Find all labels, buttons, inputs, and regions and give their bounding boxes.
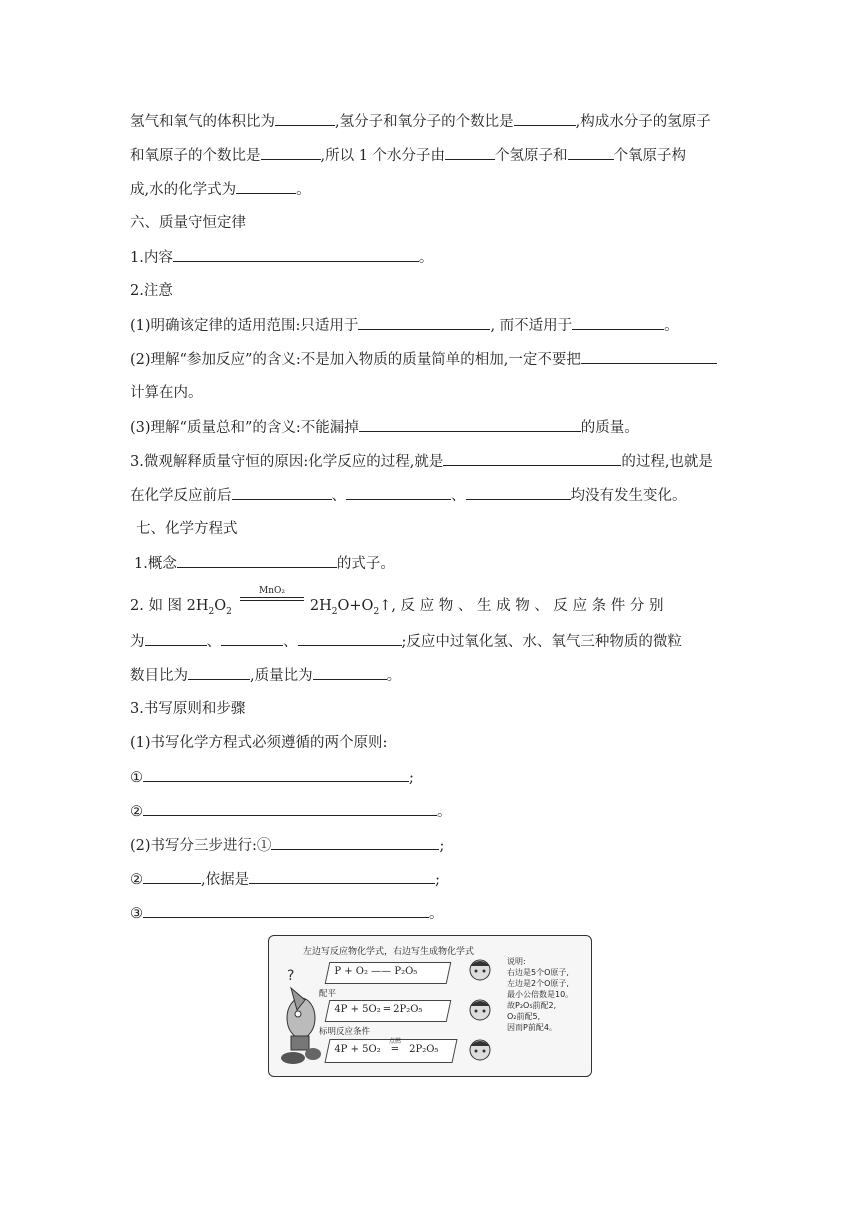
text: 、 [206, 634, 221, 650]
step-label: 配平 [319, 989, 337, 999]
text: , 而不适用于 [490, 318, 573, 334]
text: 为 [130, 634, 145, 650]
text-line [130, 417, 639, 438]
text: (1)明确该定律的适用范围:只适用于 [130, 318, 359, 334]
text: 的式子。 [336, 556, 395, 572]
cartoon-kids-icon [465, 956, 495, 1066]
section-heading: 七、化学方程式 [136, 521, 238, 537]
text: 。 [664, 318, 679, 334]
text: 氢气和氧气的体积比为 [130, 114, 275, 130]
equation-step-1 [325, 962, 452, 984]
blank[interactable] [581, 349, 717, 364]
text: ,构成水分子的氢原子 [575, 114, 711, 130]
equation-text: P + O₂ —— P₂O₅ [334, 966, 418, 977]
text-line [130, 767, 414, 788]
reaction-condition: 点燃 [388, 1038, 401, 1045]
cartoon-character-icon [273, 958, 323, 1070]
text: (2)书写分三步进行:① [130, 838, 272, 854]
text: (2)理解“参加反应”的含义:不是加入物质的质量简单的相加,一定不要把 [130, 352, 581, 368]
text: 数目比为 [130, 668, 188, 684]
text: 和氧原子的个数比是 [130, 148, 261, 164]
blank[interactable] [173, 247, 419, 262]
blank[interactable] [568, 145, 614, 160]
equation-text: 4P + 5O₂ ═ 2P₂O₅ [334, 1004, 423, 1015]
text: 。 [296, 182, 311, 198]
blank[interactable] [145, 631, 207, 646]
blank[interactable] [445, 145, 495, 160]
catalyst-text: MnO₂ [259, 586, 285, 596]
text-line: 2.注意 [130, 283, 173, 299]
blank[interactable] [249, 869, 435, 884]
blank[interactable] [346, 485, 451, 500]
text: ① [130, 770, 143, 786]
blank[interactable] [261, 145, 321, 160]
text: O+O [337, 598, 374, 614]
text: ; [439, 838, 445, 854]
blank[interactable] [514, 111, 576, 126]
text-line [130, 451, 713, 472]
text-line [130, 179, 311, 200]
subscript: 2 [208, 606, 215, 617]
text-line [130, 145, 686, 166]
text: ,依据是 [201, 872, 250, 888]
text: 。 [437, 804, 452, 820]
equation-right: 2P₂O₅ [409, 1044, 439, 1055]
text: 3.微观解释质量守恒的原因:化学反应的过程,就是 [130, 454, 444, 470]
illustration-box [268, 935, 592, 1077]
text-line [130, 315, 679, 336]
note-line: 左边是2个O原子, [507, 979, 569, 988]
equation-right: 2P₂O₅ [393, 1004, 423, 1015]
text-line: (1)书写化学方程式必须遵循的两个原则: [130, 735, 388, 751]
text: 2H [309, 598, 332, 614]
text: 。 [429, 906, 444, 922]
blank[interactable] [298, 631, 402, 646]
equation-step-2 [325, 1000, 452, 1022]
text: 、 [283, 634, 298, 650]
text: 的过程,也就是 [621, 454, 713, 470]
blank[interactable] [275, 111, 335, 126]
svg-text:?: ? [287, 968, 295, 984]
text-line [130, 349, 717, 370]
text: ,氢分子和氧分子的个数比是 [335, 114, 514, 130]
text: ② [130, 872, 143, 888]
subscript: 2 [331, 606, 338, 617]
subscript: 2 [373, 606, 380, 617]
text: ; [435, 872, 440, 888]
text: 。 [418, 250, 434, 266]
text: O [214, 598, 227, 614]
equation-left: 4P + 5O₂ [334, 1004, 381, 1015]
figure-caption: 左边写反应物化学式，右边写生成物化学式 [303, 947, 475, 957]
text: 、 [451, 488, 466, 504]
text: 均没有发生变化。 [570, 488, 687, 504]
text-line [130, 869, 440, 890]
text-line [130, 247, 433, 268]
blank[interactable] [143, 767, 409, 782]
text-line: 计算在内。 [130, 385, 203, 401]
text: ; [409, 770, 414, 786]
blank[interactable] [221, 631, 283, 646]
blank[interactable] [188, 665, 250, 680]
text-line [130, 631, 682, 652]
text: 。 [386, 668, 402, 684]
text: 、 [331, 488, 346, 504]
blank[interactable] [271, 835, 439, 850]
text: 的质量。 [580, 420, 639, 436]
text: ;反应中过氧化氢、水、氧气三种物质的微粒 [401, 634, 682, 650]
text-line [130, 665, 401, 686]
text: 2. 如 图 2H [130, 598, 209, 614]
subscript: 2 [226, 606, 232, 617]
step-label: 标明反应条件 [319, 1027, 371, 1037]
blank[interactable] [143, 903, 429, 918]
text-line [130, 111, 711, 132]
blank[interactable] [177, 553, 337, 568]
blank[interactable] [358, 315, 490, 330]
text: 在化学反应前后 [130, 488, 232, 504]
text-line [130, 596, 663, 622]
blank[interactable] [466, 485, 571, 500]
text-line: 3.书写原则和步骤 [130, 701, 246, 717]
text: ,质量比为 [250, 668, 313, 684]
note-line: 故P₂O₅前配2, [507, 1001, 557, 1010]
blank[interactable] [359, 417, 581, 432]
text: ② [130, 804, 143, 820]
note-line: 右边是5个O原子, [507, 968, 569, 977]
equation-left: 4P + 5O₂ [334, 1044, 381, 1055]
blank[interactable] [572, 315, 664, 330]
note-line: 因而P前配4。 [507, 1023, 557, 1032]
blank[interactable] [313, 665, 387, 680]
explanation-note [507, 956, 573, 1033]
blank[interactable] [236, 179, 296, 194]
text: 个氢原子和 [495, 148, 568, 164]
text: ↑, 反 应 物 、 生 成 物 、 反 应 条 件 分 别 [379, 598, 664, 614]
text-line [130, 835, 444, 856]
text: 个氧原子构 [613, 148, 687, 164]
blank[interactable] [143, 869, 201, 884]
blank[interactable] [143, 801, 437, 816]
text-line [130, 801, 452, 822]
equation-text: 4P + 5O₂ 点燃 ═ 2P₂O₅ [334, 1038, 439, 1055]
text: 1.概念 [134, 556, 177, 572]
note-line: 最小公倍数是10。 [507, 990, 574, 999]
blank[interactable] [443, 451, 621, 466]
note-title: 说明: [507, 957, 526, 966]
text: ③ [130, 906, 143, 922]
text: 成,水的化学式为 [130, 182, 237, 198]
text: ,所以 1 个水分子由 [320, 148, 446, 164]
equation-step-3 [324, 1039, 457, 1063]
blank[interactable] [232, 485, 332, 500]
section-heading: 六、质量守恒定律 [130, 215, 246, 231]
text: (3)理解“质量总和”的含义:不能漏掉 [130, 420, 359, 436]
text-line [130, 903, 444, 924]
note-line: O₂前配5, [507, 1012, 541, 1021]
text-line [134, 553, 395, 574]
text: 1.内容 [130, 250, 173, 266]
text-line [130, 485, 687, 506]
